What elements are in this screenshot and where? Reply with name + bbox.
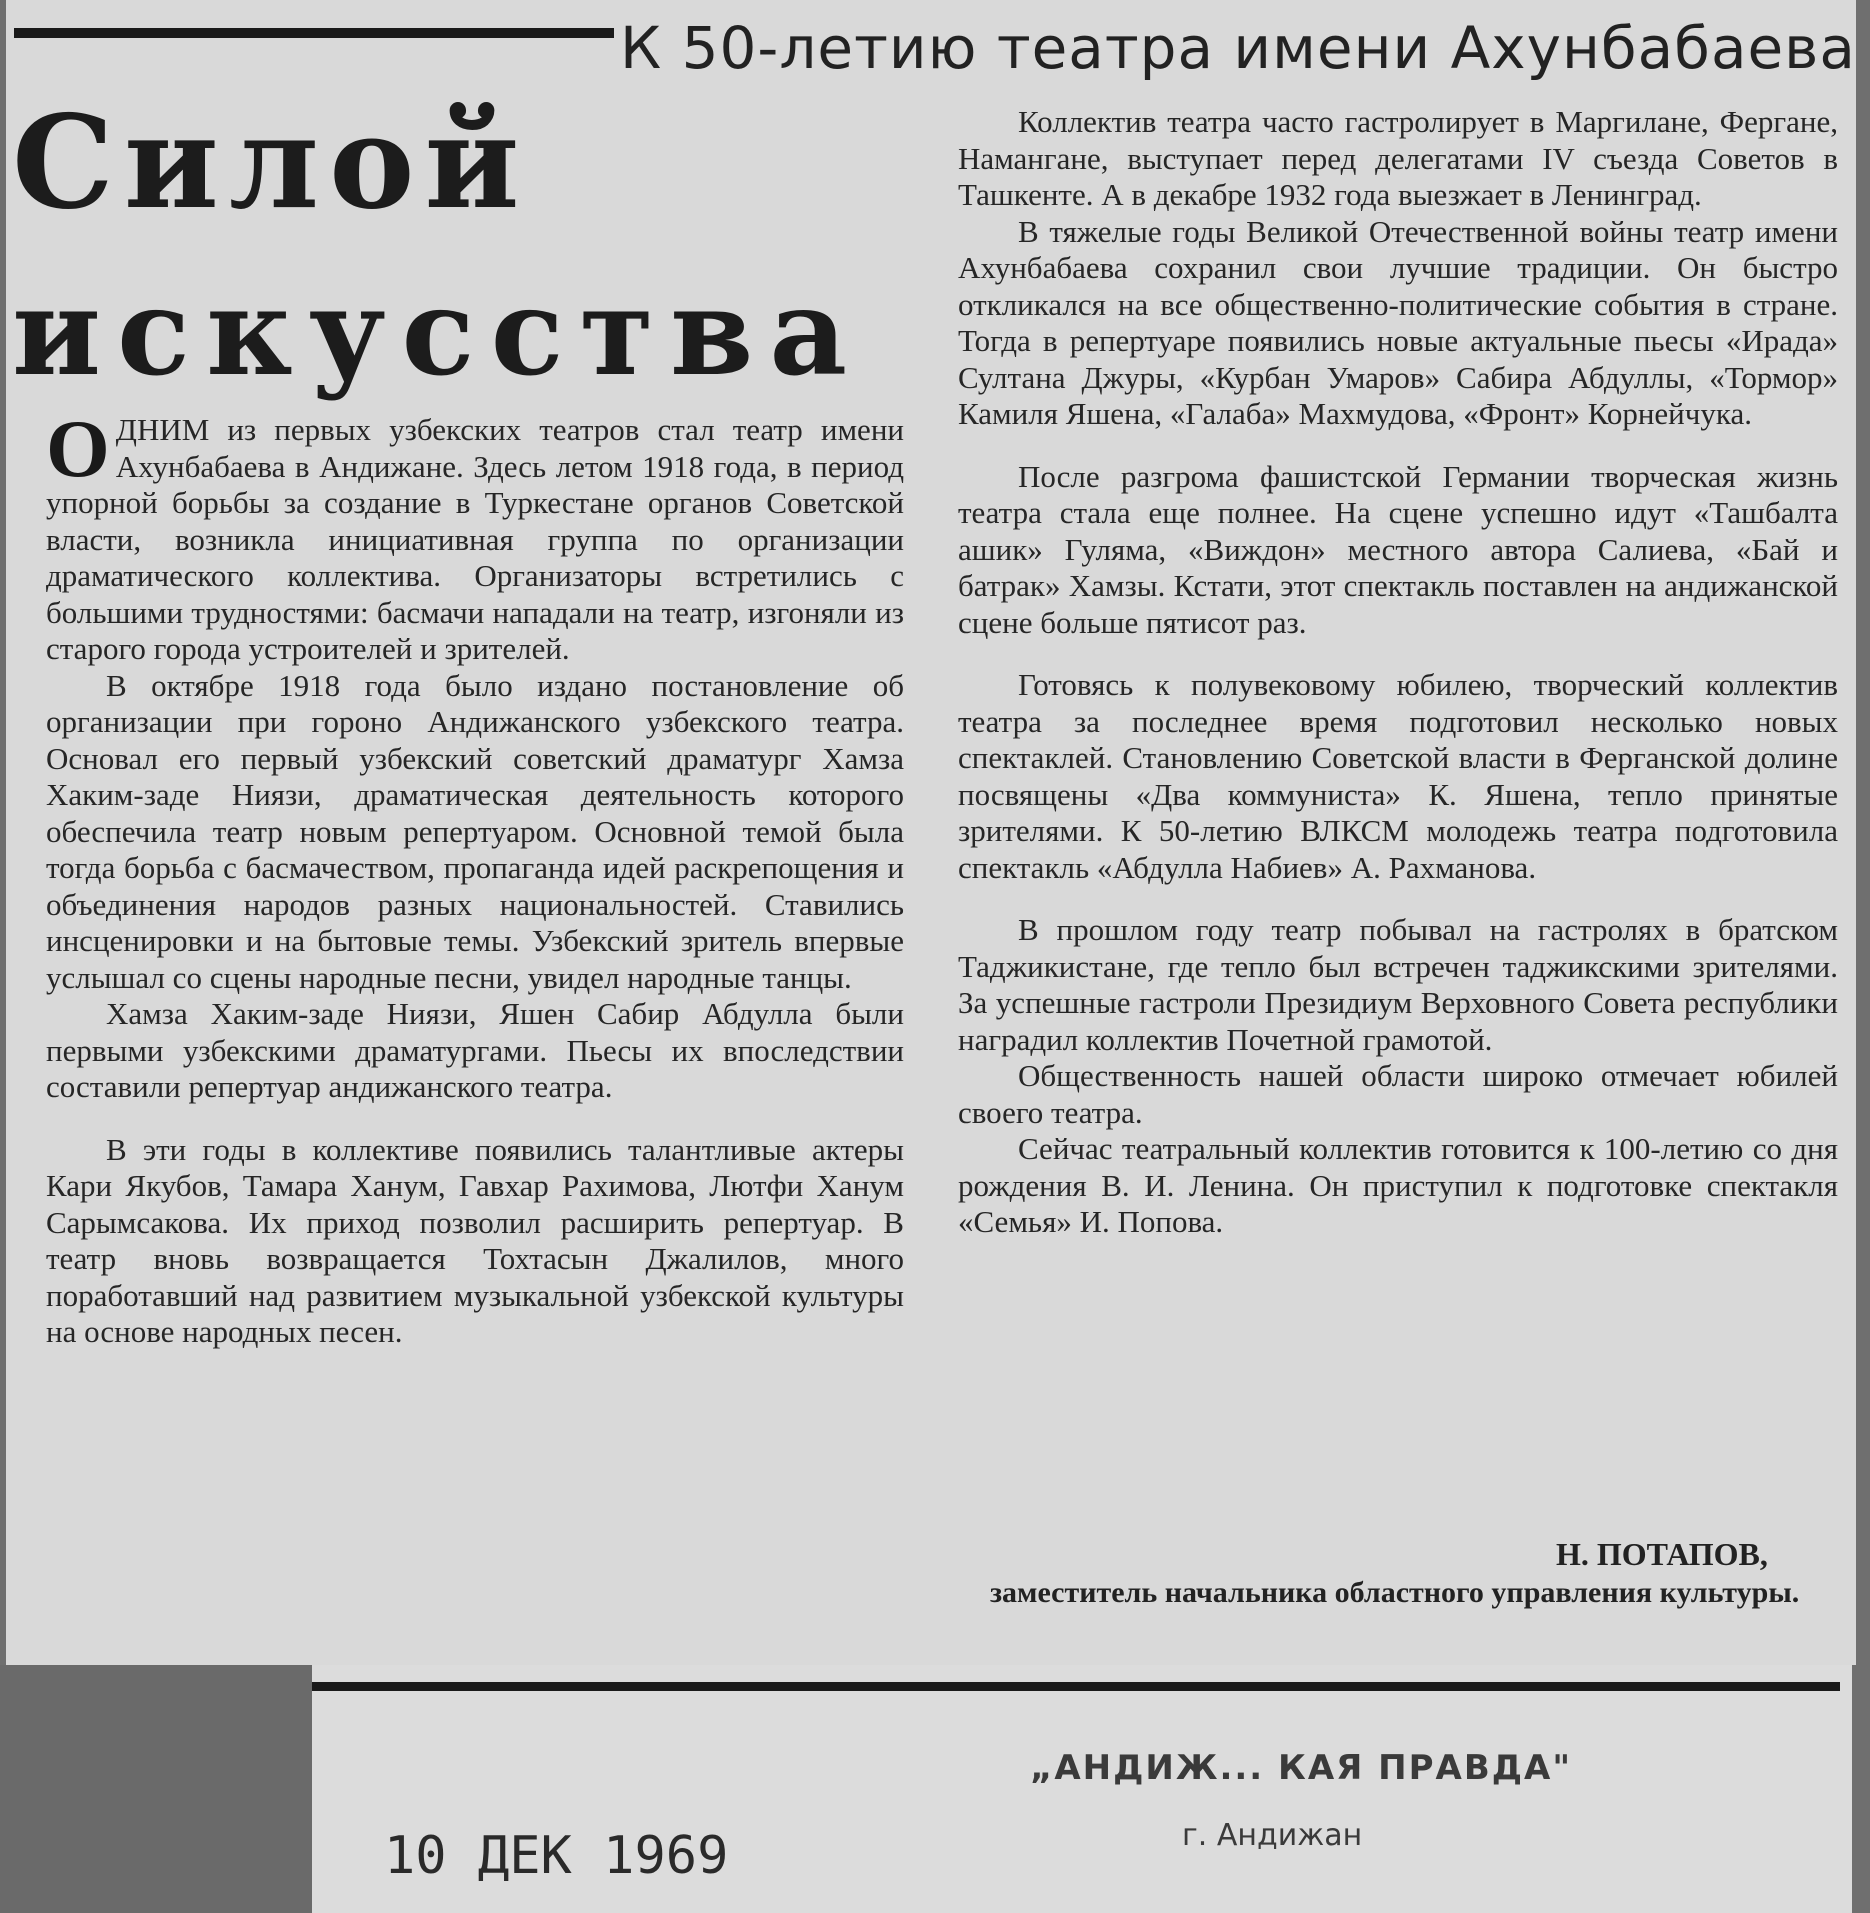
paragraph-11: Сейчас театральный коллектив готовится к 100-летию со дня рождения В. И. Ленина. Он приступил к подготовке спектакля «Семья» И. Попова. [958,1131,1838,1239]
paragraph-9: В прошлом году театр побывал на гастролях в братском Таджикистане, где тепло был встречен таджикскими зрителями. За успешные гастроли Президиум Верховного Совета республики наградил коллектив Почетной грамотой. [958,912,1838,1057]
paragraph-3: Хамза Хаким-заде Ниязи, Яшен Сабир Абдулла были первыми узбекскими драматургами. Пьесы их впоследствии составили репертуар андижанского театра. [46,996,904,1104]
background-strip [0,1665,312,1913]
newspaper-name-stamp: „АНДИЖ... КАЯ ПРАВДА" [1030,1748,1573,1788]
paragraph-7: После разгрома фашистской Германии творческая жизнь театра стала еще полнее. На сцене успешно идут «Ташбалта ашик» Гуляма, «Виждон» местного автора Салиева, «Бай и батрак» Хамзы. Кстати, этот спектакль поставлен на андижанской сцене больше пятисот раз. [958,458,1838,640]
article-column-left [46,403,904,1351]
author-name: Н. ПОТАПОВ, [1556,1536,1768,1572]
kicker-heading: К 50-летию театра имени Ахунбабаева [620,14,1856,82]
paragraph-4: В эти годы в коллективе появились талантливые актеры Кари Якубов, Тамара Ханум, Гавхар Рахимова, Лютфи Ханум Сарымсакова. Их приход позволил расширить репертуар. В театр вновь возвращается Тохтасын Джалилов, много поработавший над развитием музыкальной узбекской культуры на основе народных песен. [46,1131,904,1349]
author-title: заместитель начальника областного управления культуры. [990,1576,1800,1609]
date-stamp: 10 ДЕК 1969 [384,1826,729,1886]
paragraph-2: В октябре 1918 года было издано постановление об организации при гороно Андижанского узбекского театра. Основал его первый узбекский советский драматург Хамза Хаким-заде Ниязи, драматическая деятельность которого обеспечила театр новым репертуаром. Основной темой была тогда борьба с басмачеством, пропаганда идей раскрепощения и объединения народов разных национальностей. Ставились инсценировки и на бытовые темы. Узбекский зритель впервые услышал со сцены народные песни, увидел народные танцы. [46,667,904,995]
drop-cap: О [46,403,110,494]
article-column-right [958,104,1838,1241]
paragraph-8: Готовясь к полувековому юбилею, творческий коллектив театра за последнее время подготовил несколько новых спектаклей. Становлению Советской власти в Ферганской долине посвящены «Два коммуниста» К. Яшена, тепло принятые зрителями. К 50-летию ВЛКСМ молодежь театра подготовила спектакль «Абдулла Набиев» А. Рахманова. [958,667,1838,885]
paragraph-5: Коллектив театра часто гастролирует в Маргилане, Фергане, Намангане, выступает перед делегатами IV съезда Советов в Ташкенте. А в декабре 1932 года выезжает в Ленинград. [958,104,1838,212]
paragraph-1-text: ДНИМ из первых узбекских театров стал театр имени Ахунбабаева в Андижане. Здесь летом 1918 года, в период упорной борьбы за создание в Туркестане органов Советской власти, возникла инициативная группа по организации драматического коллектива. Организаторы встретились с большими трудностями: басмачи нападали на театр, изгоняли из старого города устроителей и зрителей. [46,412,904,666]
bottom-rule [312,1682,1840,1691]
city-stamp: г. Андижан [1182,1818,1363,1853]
paragraph-6: В тяжелые годы Великой Отечественной войны театр имени Ахунбабаева сохранил свои лучшие традиции. Он быстро откликался на все общественно-политические события в стране. Тогда в репертуаре появились новые актуальные пьесы «Ирада» Султана Джуры, «Курбан Умаров» Сабира Абдуллы, «Тормор» Камиля Яшена, «Галаба» Махмудова, «Фронт» Корнейчука. [958,213,1838,431]
paragraph-10: Общественность нашей области широко отмечает юбилей своего театра. [958,1058,1838,1130]
headline-line-1: Силой [12,88,530,238]
top-rule [14,28,614,38]
paragraph-1 [46,403,904,668]
headline-line-2: искусства [12,262,864,403]
